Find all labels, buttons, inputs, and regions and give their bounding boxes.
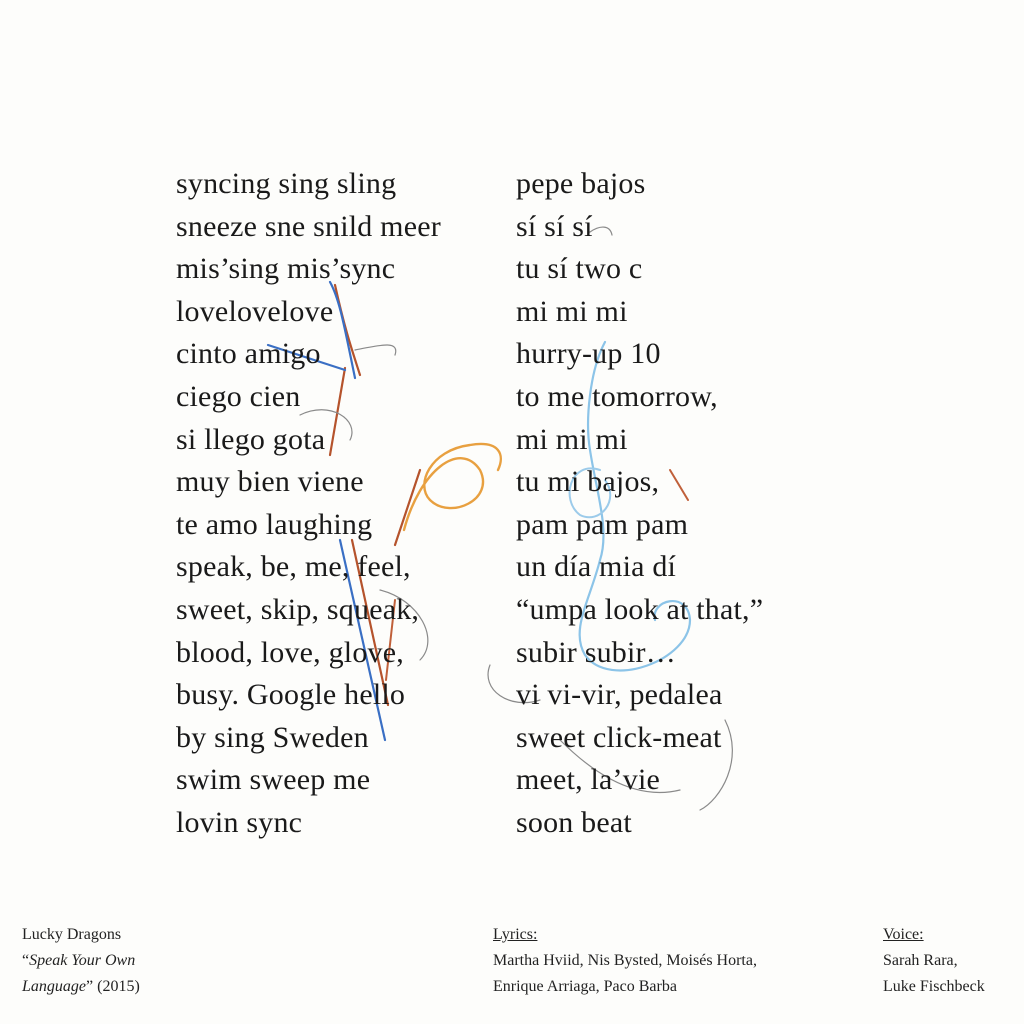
poem-line: tu sí two c [516,252,643,286]
poem-line: subir subir… [516,635,676,669]
poem-line: cinto amigo [176,337,321,371]
poem-line: ciego cien [176,379,301,413]
voice-names-line-2: Luke Fischbeck [883,978,985,995]
work-title-part-1: Speak Your Own [29,952,136,969]
poem-left-column [176,163,441,845]
title-close-quote: ” [86,978,94,995]
lyrics-names-line-2: Enrique Arriaga, Paco Barba [493,978,677,995]
poem-line: by sing Sweden [176,720,369,754]
credits-lyrics-block [493,922,757,1000]
poem-line: pepe bajos [516,167,646,200]
poem-line: soon beat [516,805,632,839]
poem-line: lovelovelove [176,294,334,328]
poem-line: te amo laughing [176,507,373,541]
poem-line: speak, be, me, feel, [176,550,411,584]
poem-line: mi mi mi [516,294,628,328]
title-open-quote: “ [22,952,30,969]
poem-line: pam pam pam [516,507,689,541]
poem-line: meet, la’vie [516,763,660,797]
poem-line: swim sweep me [176,763,371,797]
work-title-line-1 [22,948,140,974]
artist-name: Lucky Dragons [22,926,122,943]
poem-line: lovin sync [176,805,303,839]
poem-line: un día mia dí [516,550,677,584]
poem-right-column [516,163,763,845]
voice-heading: Voice: [883,926,924,943]
work-title-line-2 [22,974,140,1000]
poem-line: busy. Google hello [176,678,406,712]
poem-line: sweet click-meat [516,720,722,754]
poem-line: sí sí sí [516,209,593,243]
poem-line: vi vi-vir, pedalea [516,678,723,712]
lyrics-names-line-1: Martha Hviid, Nis Bysted, Moisés Horta, [493,952,757,969]
poem-line: mi mi mi [516,422,628,456]
poem-line: muy bien viene [176,465,364,499]
credits-artist-block [22,922,140,1000]
poem-line: sneeze sne snild meer [176,209,441,243]
work-year: (2015) [97,978,140,995]
voice-names-line-1: Sarah Rara, [883,952,958,969]
poem-line: si llego gota [176,422,326,456]
poem-line: hurry-up 10 [516,337,661,371]
lyrics-heading: Lyrics: [493,926,538,943]
poem-line: sweet, skip, squeak, [176,592,420,626]
credits-voice-block [883,922,985,1000]
poem-line: to me tomorrow, [516,379,718,413]
poem-line: tu mi bajos, [516,465,660,499]
poem-line: blood, love, glove, [176,635,404,669]
poem-line: mis’sing mis’sync [176,252,396,286]
work-title-part-2: Language [22,978,86,995]
poem-line: “umpa look at that,” [516,592,764,626]
poem-line: syncing sing sling [176,167,397,200]
